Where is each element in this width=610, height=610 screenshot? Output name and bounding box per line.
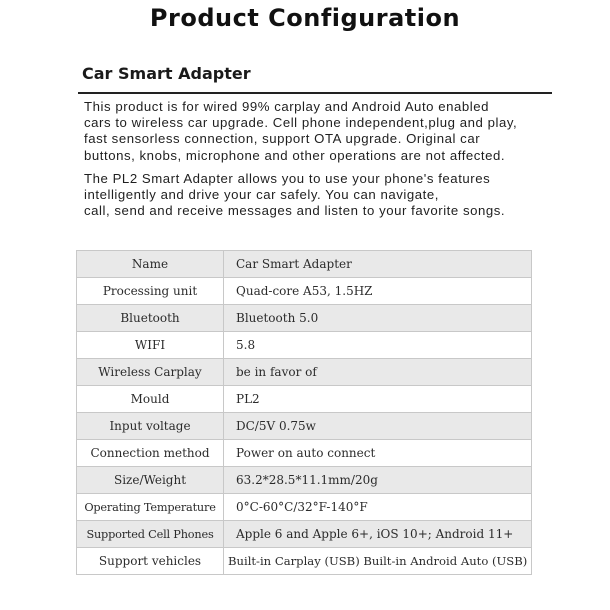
table-row bbox=[77, 251, 532, 278]
table-row bbox=[77, 440, 532, 467]
table-row bbox=[77, 494, 532, 521]
paragraph-line: buttons, knobs, microphone and other operations are not affected. bbox=[84, 147, 506, 163]
spec-label: Name bbox=[77, 251, 224, 278]
spec-value: PL2 bbox=[224, 386, 532, 413]
section-heading: Car Smart Adapter bbox=[82, 64, 251, 83]
spec-value: Power on auto connect bbox=[224, 440, 532, 467]
spec-label: Connection method bbox=[77, 440, 224, 467]
table-row bbox=[77, 332, 532, 359]
spec-label: Processing unit bbox=[77, 278, 224, 305]
spec-value: be in favor of bbox=[224, 359, 532, 386]
spec-value: 0°C-60°C/32°F-140°F bbox=[224, 494, 532, 521]
specification-table bbox=[76, 250, 532, 575]
spec-value: 63.2*28.5*11.1mm/20g bbox=[224, 467, 532, 494]
spec-label: Bluetooth bbox=[77, 305, 224, 332]
spec-value: 5.8 bbox=[224, 332, 532, 359]
heading-divider bbox=[78, 92, 552, 94]
spec-value: Apple 6 and Apple 6+, iOS 10+; Android 11+ bbox=[224, 521, 532, 548]
spec-value: Built-in Carplay (USB) Built-in Android Auto (USB) bbox=[224, 548, 532, 575]
page-title: Product Configuration bbox=[149, 4, 461, 32]
spec-value: Bluetooth 5.0 bbox=[224, 305, 532, 332]
table-row bbox=[77, 521, 532, 548]
spec-label: Input voltage bbox=[77, 413, 224, 440]
description-paragraph-1 bbox=[84, 99, 554, 164]
description-paragraph-2 bbox=[84, 171, 554, 220]
table-row bbox=[77, 548, 532, 575]
paragraph-line: call, send and receive messages and listen to your favorite songs. bbox=[84, 203, 506, 219]
spec-value: DC/5V 0.75w bbox=[224, 413, 532, 440]
paragraph-line: This product is for wired 99% carplay and Android Auto enabled bbox=[84, 99, 490, 114]
paragraph-line: intelligently and drive your car safely. You can navigate, bbox=[84, 187, 439, 203]
spec-label: WIFI bbox=[77, 332, 224, 359]
spec-label: Supported Cell Phones bbox=[77, 521, 224, 548]
table-row bbox=[77, 467, 532, 494]
spec-label: Operating Temperature bbox=[77, 494, 224, 521]
spec-label: Size/Weight bbox=[77, 467, 224, 494]
paragraph-line: cars to wireless car upgrade. Cell phone independent,plug and play, bbox=[84, 115, 518, 131]
table-row bbox=[77, 305, 532, 332]
spec-label: Support vehicles bbox=[77, 548, 224, 575]
paragraph-line: The PL2 Smart Adapter allows you to use your phone's features bbox=[84, 171, 491, 186]
spec-label: Wireless Carplay bbox=[77, 359, 224, 386]
spec-label: Mould bbox=[77, 386, 224, 413]
paragraph-line: fast sensorless connection, support OTA upgrade. Original car bbox=[84, 131, 481, 147]
table-row bbox=[77, 386, 532, 413]
table-row bbox=[77, 413, 532, 440]
spec-value: Quad-core A53, 1.5HZ bbox=[224, 278, 532, 305]
table-row bbox=[77, 359, 532, 386]
table-row bbox=[77, 278, 532, 305]
spec-value: Car Smart Adapter bbox=[224, 251, 532, 278]
